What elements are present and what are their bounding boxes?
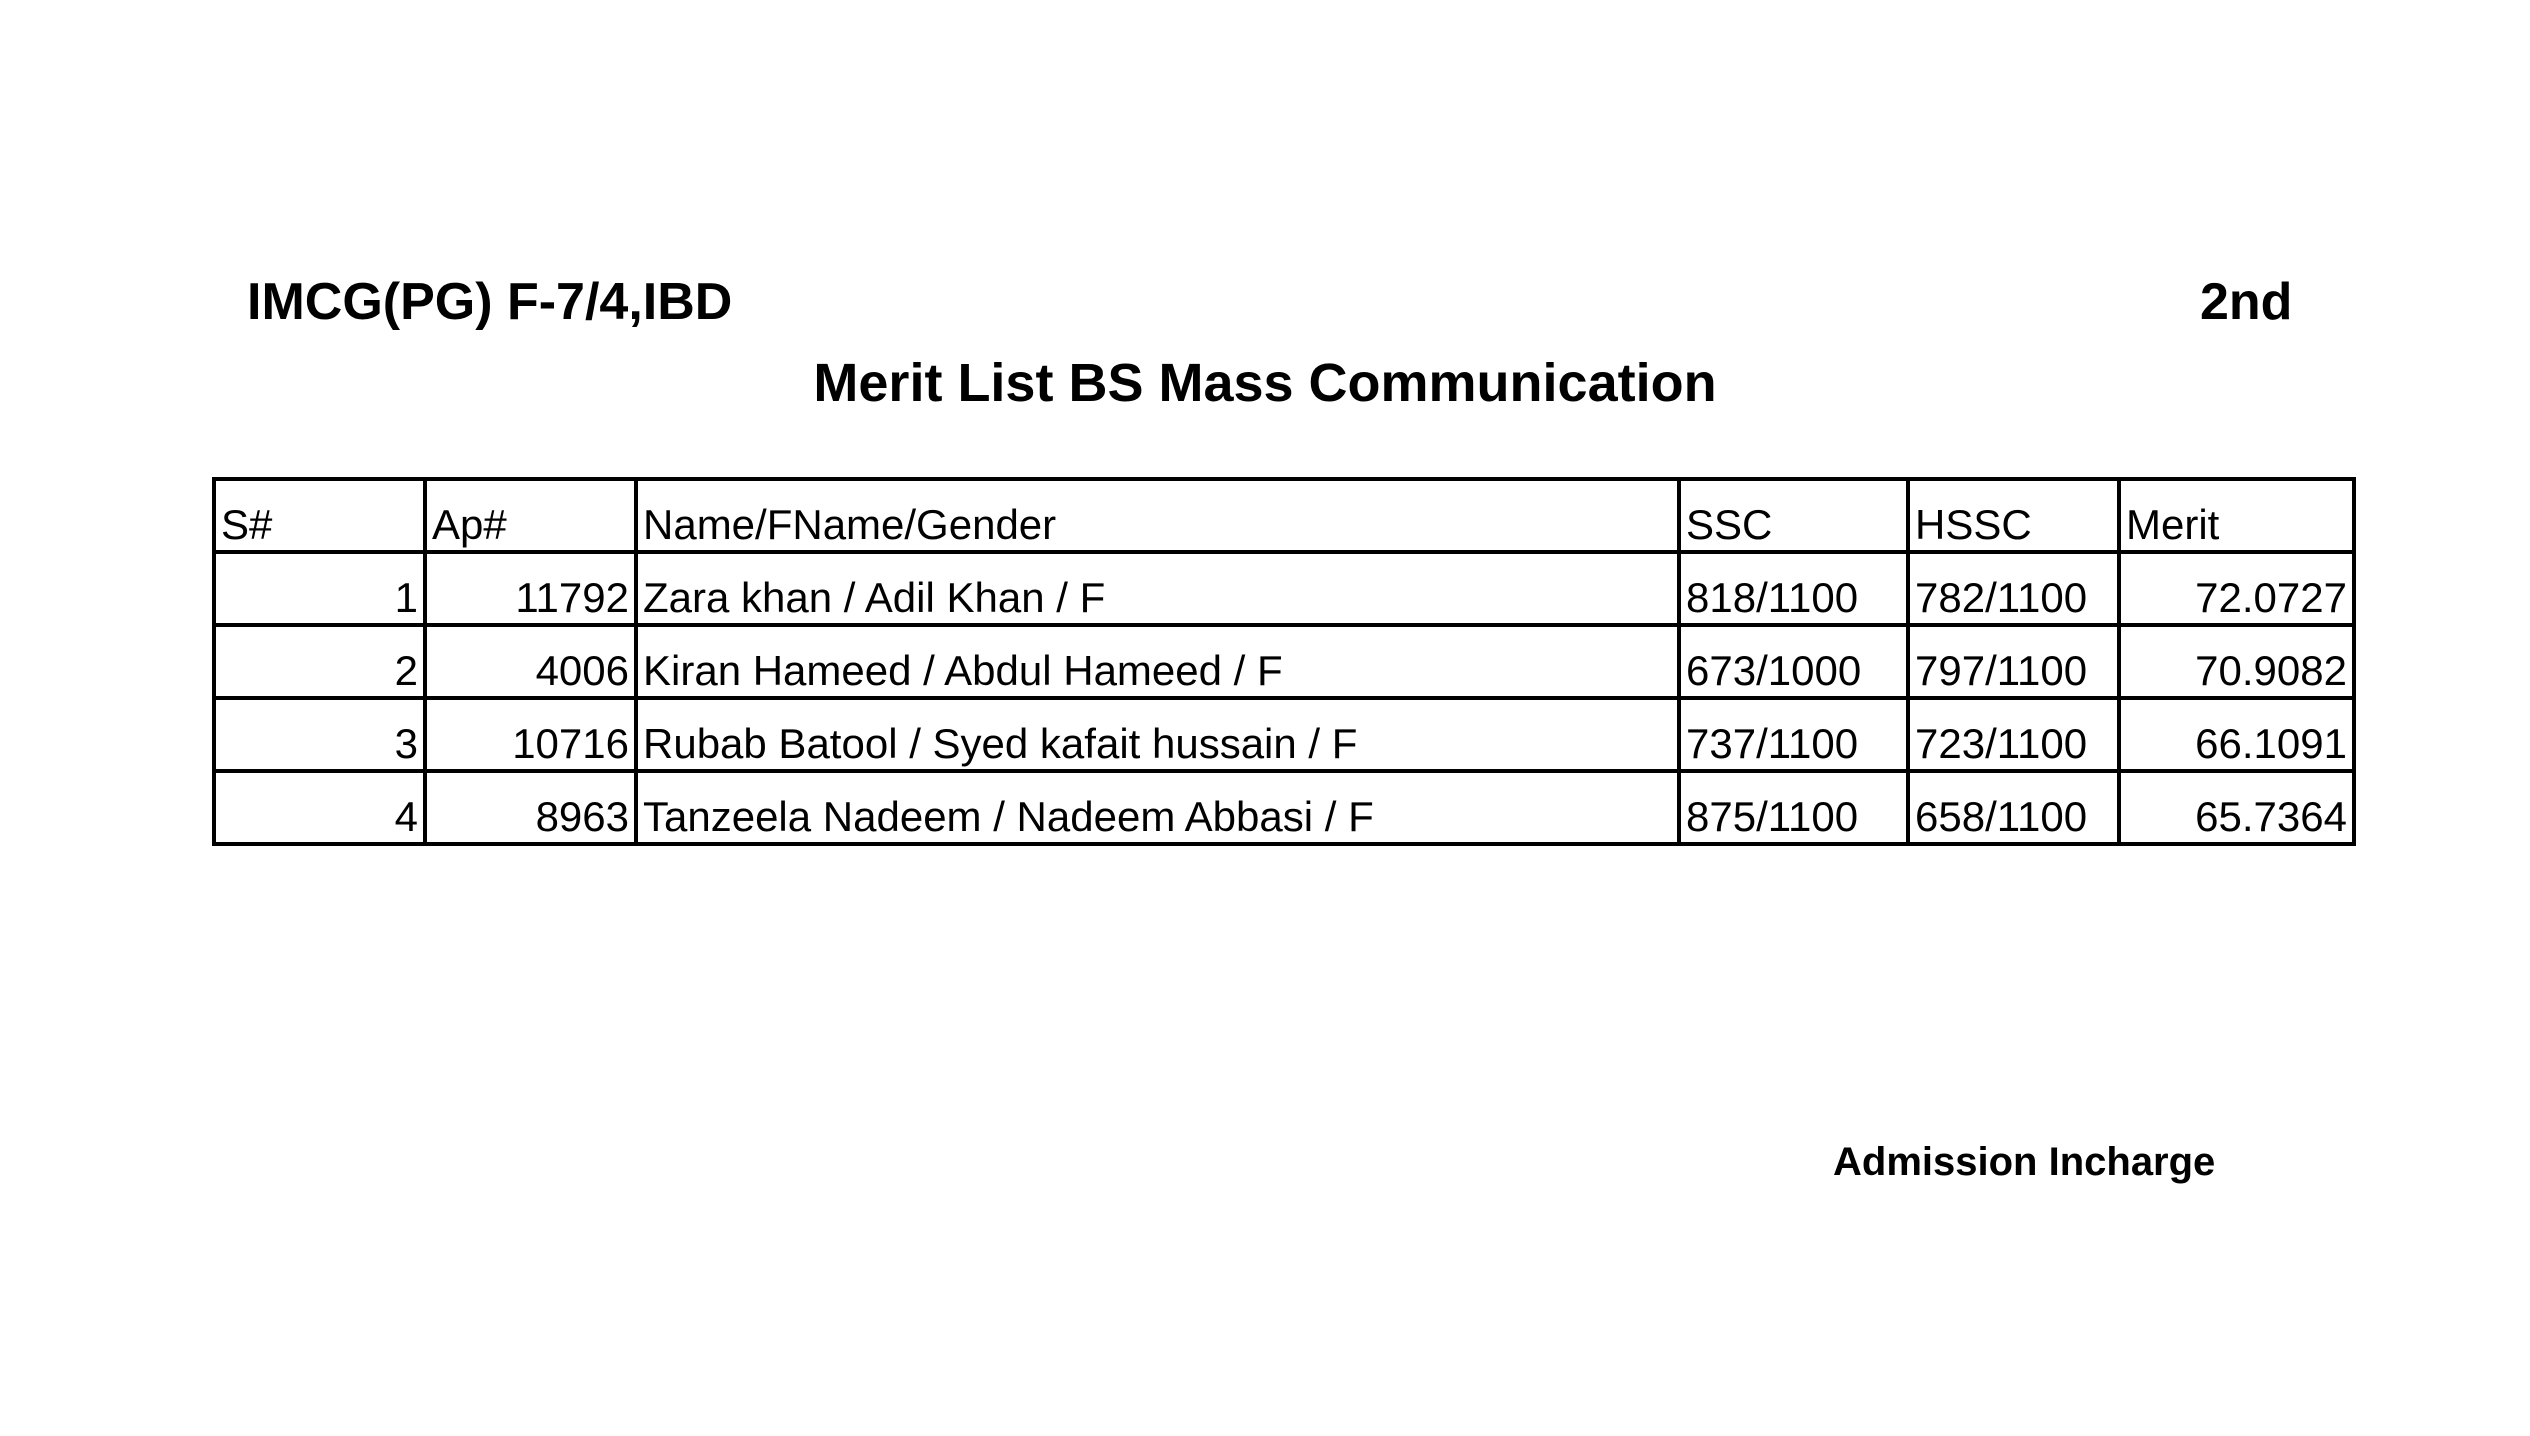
cell-name: Tanzeela Nadeem / Nadeem Abbasi / F xyxy=(636,771,1679,844)
cell-ap: 11792 xyxy=(425,552,636,625)
table-row xyxy=(214,552,2354,625)
cell-ap: 8963 xyxy=(425,771,636,844)
cell-hssc: 658/1100 xyxy=(1908,771,2119,844)
cell-hssc: 782/1100 xyxy=(1908,552,2119,625)
column-header-ssc: SSC xyxy=(1679,479,1908,552)
table-row xyxy=(214,698,2354,771)
table-row xyxy=(214,771,2354,844)
cell-name: Zara khan / Adil Khan / F xyxy=(636,552,1679,625)
institution-name: IMCG(PG) F-7/4,IBD xyxy=(247,273,733,331)
column-header-hssc: HSSC xyxy=(1908,479,2119,552)
cell-merit: 72.0727 xyxy=(2119,552,2354,625)
cell-ap: 10716 xyxy=(425,698,636,771)
cell-sno: 2 xyxy=(214,625,425,698)
cell-hssc: 797/1100 xyxy=(1908,625,2119,698)
signature-label: Admission Incharge xyxy=(1833,1140,2216,1184)
cell-ssc: 737/1100 xyxy=(1679,698,1908,771)
cell-sno: 3 xyxy=(214,698,425,771)
cell-merit: 65.7364 xyxy=(2119,771,2354,844)
cell-sno: 4 xyxy=(214,771,425,844)
column-header-merit: Merit xyxy=(2119,479,2354,552)
cell-ssc: 673/1000 xyxy=(1679,625,1908,698)
cell-hssc: 723/1100 xyxy=(1908,698,2119,771)
column-header-ap: Ap# xyxy=(425,479,636,552)
merit-list-number: 2nd xyxy=(2200,273,2293,331)
cell-ap: 4006 xyxy=(425,625,636,698)
cell-sno: 1 xyxy=(214,552,425,625)
cell-ssc: 818/1100 xyxy=(1679,552,1908,625)
page-title: Merit List BS Mass Communication xyxy=(813,353,1717,413)
table-header-row xyxy=(214,479,2354,552)
table-row xyxy=(214,625,2354,698)
cell-name: Rubab Batool / Syed kafait hussain / F xyxy=(636,698,1679,771)
column-header-name: Name/FName/Gender xyxy=(636,479,1679,552)
merit-table xyxy=(212,477,2356,846)
cell-merit: 70.9082 xyxy=(2119,625,2354,698)
cell-merit: 66.1091 xyxy=(2119,698,2354,771)
column-header-sno: S# xyxy=(214,479,425,552)
cell-ssc: 875/1100 xyxy=(1679,771,1908,844)
cell-name: Kiran Hameed / Abdul Hameed / F xyxy=(636,625,1679,698)
